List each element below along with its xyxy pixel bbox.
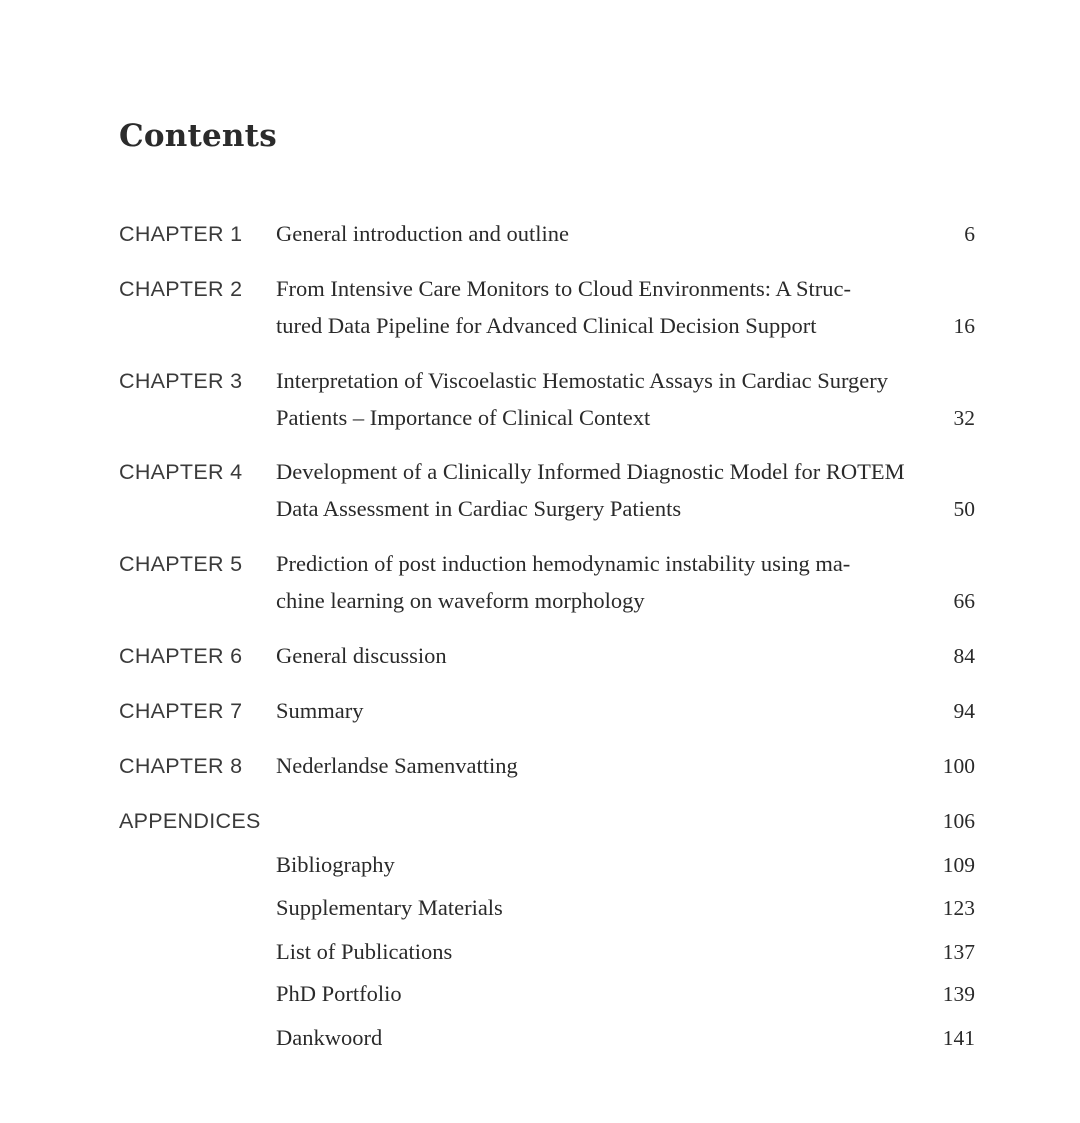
page-number: 137 [942, 940, 975, 964]
page-number: 6 [964, 222, 975, 246]
toc-entry-chapter-6[interactable] [119, 638, 975, 674]
chapter-title: General introduction and outline [276, 221, 570, 246]
subentry-title: List of Publications [276, 939, 453, 964]
toc-subentry-phd-portfolio[interactable] [276, 976, 975, 1012]
chapter-title: Nederlandse Samenvatting [276, 753, 518, 778]
subentry-title: PhD Portfolio [276, 981, 402, 1006]
toc-entry-chapter-5[interactable] [119, 546, 975, 619]
page-number: 84 [953, 644, 975, 668]
page-number: 106 [942, 809, 975, 833]
subentry-title: Bibliography [276, 852, 395, 877]
page-number: 109 [942, 853, 975, 877]
toc-entry-chapter-7[interactable] [119, 693, 975, 729]
chapter-title: Summary [276, 698, 364, 723]
page-title: Contents [119, 118, 277, 154]
chapter-title: Prediction of post induction hemodynamic instability using ma- chine learning on waveform morphology [276, 551, 851, 613]
appendices-label: APPENDICES [119, 809, 261, 833]
chapter-label: CHAPTER 8 [119, 754, 243, 778]
page-number: 66 [953, 589, 975, 613]
toc-entry-appendices[interactable] [119, 803, 975, 839]
chapter-title: General discussion [276, 643, 447, 668]
toc-entry-chapter-8[interactable] [119, 748, 975, 784]
toc-subentry-bibliography[interactable] [276, 847, 975, 883]
toc-subentry-dankwoord[interactable] [276, 1020, 975, 1056]
chapter-label: CHAPTER 6 [119, 644, 243, 668]
chapter-title: Development of a Clinically Informed Diagnostic Model for ROTEM Data Assessment in Cardiac Surgery Patients [276, 459, 905, 521]
page-number: 141 [942, 1026, 975, 1050]
page-number: 123 [942, 896, 975, 920]
toc-entry-chapter-2[interactable] [119, 271, 975, 344]
chapter-label: CHAPTER 7 [119, 699, 243, 723]
chapter-label: CHAPTER 1 [119, 222, 243, 246]
toc-subentry-supplementary-materials[interactable] [276, 890, 975, 926]
subentry-title: Supplementary Materials [276, 895, 503, 920]
page-number: 16 [953, 314, 975, 338]
chapter-title: Interpretation of Viscoelastic Hemostatic Assays in Cardiac Surgery Patients – Importance of Clinical Context [276, 368, 889, 430]
page-number: 50 [953, 497, 975, 521]
page-number: 94 [953, 699, 975, 723]
toc-subentry-list-of-publications[interactable] [276, 934, 975, 970]
page-number: 32 [953, 406, 975, 430]
subentry-title: Dankwoord [276, 1025, 383, 1050]
chapter-label: CHAPTER 5 [119, 552, 243, 576]
chapter-label: CHAPTER 2 [119, 277, 243, 301]
page-number: 100 [942, 754, 975, 778]
chapter-title: From Intensive Care Monitors to Cloud Environments: A Struc- tured Data Pipeline for Advanced Clinical Decision Support [276, 276, 851, 338]
toc-entry-chapter-1[interactable] [119, 216, 975, 252]
chapter-label: CHAPTER 3 [119, 369, 243, 393]
chapter-label: CHAPTER 4 [119, 460, 243, 484]
toc-entry-chapter-3[interactable] [119, 363, 975, 436]
page-number: 139 [942, 982, 975, 1006]
toc-entry-chapter-4[interactable] [119, 454, 975, 527]
